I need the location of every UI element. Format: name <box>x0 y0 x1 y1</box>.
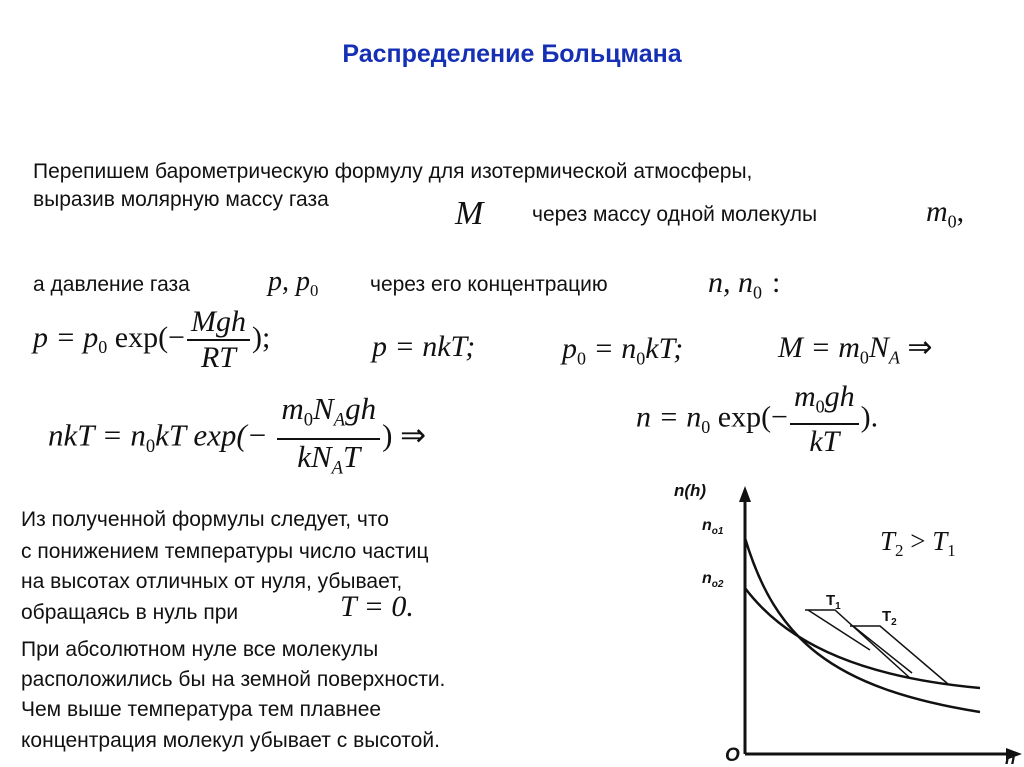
symbol-molar-mass: M <box>455 195 484 232</box>
y-axis-arrow <box>739 486 751 502</box>
conclusion-line-4: обращаясь в нуль при <box>21 601 239 624</box>
conclusion-line-1: Из полученной формулы следует, что <box>21 508 389 531</box>
conclusion-line-8: концентрация молекул убывает с высотой. <box>21 729 440 752</box>
n02-label: $n_{o2}$ <box>702 570 724 590</box>
intro-line-2: выразив молярную массу газа <box>33 188 329 211</box>
leader-t1-b <box>808 610 870 650</box>
conclusion-line-5: При абсолютном нуле все молекулы <box>21 638 379 661</box>
conclusion-line-6: расположились бы на земной поверхности. <box>21 668 446 691</box>
formula-p0: $p_0 = n_0kT$; <box>562 332 684 369</box>
x-axis-label: h <box>1005 749 1016 767</box>
symbol-m0: $m_0$, <box>926 195 965 232</box>
origin-label: O <box>725 745 740 766</box>
n01-label: $n_{o1}$ <box>702 517 724 537</box>
conclusion-line-2: с понижением температуры число частиц <box>21 540 429 563</box>
symbol-p-p0: p, $p_0$ <box>268 266 319 300</box>
conclusion-line-7: Чем выше температура тем плавнее <box>21 698 382 721</box>
formula-substitution: nkT = $n_0kT$ exp(− $\frac{m_0N_Agh}{kN_AT}$ ) ⇒ <box>48 391 427 478</box>
intro-line-1: Перепишем барометрическую формулу для изотермической атмосферы, <box>33 160 753 183</box>
intro-concentration-text: через его концентрацию <box>370 273 608 296</box>
t1-label: $T_1$ <box>826 592 841 612</box>
temperature-relation: $T_2 > T_1$ <box>880 526 956 560</box>
t2-label: $T_2$ <box>882 608 897 628</box>
curve-t2 <box>745 588 980 688</box>
intro-pressure-text: а давление газа <box>33 273 190 296</box>
page-title: Распределение Больцмана <box>342 40 682 68</box>
concentration-height-graph <box>670 478 1024 767</box>
conclusion-line-3: на высотах отличных от нуля, убывает, <box>21 570 403 593</box>
y-axis-label: n(h) <box>674 481 707 500</box>
formula-barometric: $p = p_0$ exp(− $\frac{\text{Mgh}}{RT}$ ); <box>33 305 271 374</box>
formula-pressure-concentration: p = nkT; <box>372 330 476 363</box>
symbol-n-n0: n, $n_0$ : <box>708 266 781 303</box>
intro-through-mass: через массу одной молекулы <box>532 203 818 226</box>
formula-molar-mass: $M = m_0N_A$ ⇒ <box>778 331 933 368</box>
formula-boltzmann: $n = n_0$ exp(− $\frac{m_0gh}{kT}$ ). <box>636 380 879 459</box>
condition-t-zero: T = 0. <box>340 590 414 623</box>
